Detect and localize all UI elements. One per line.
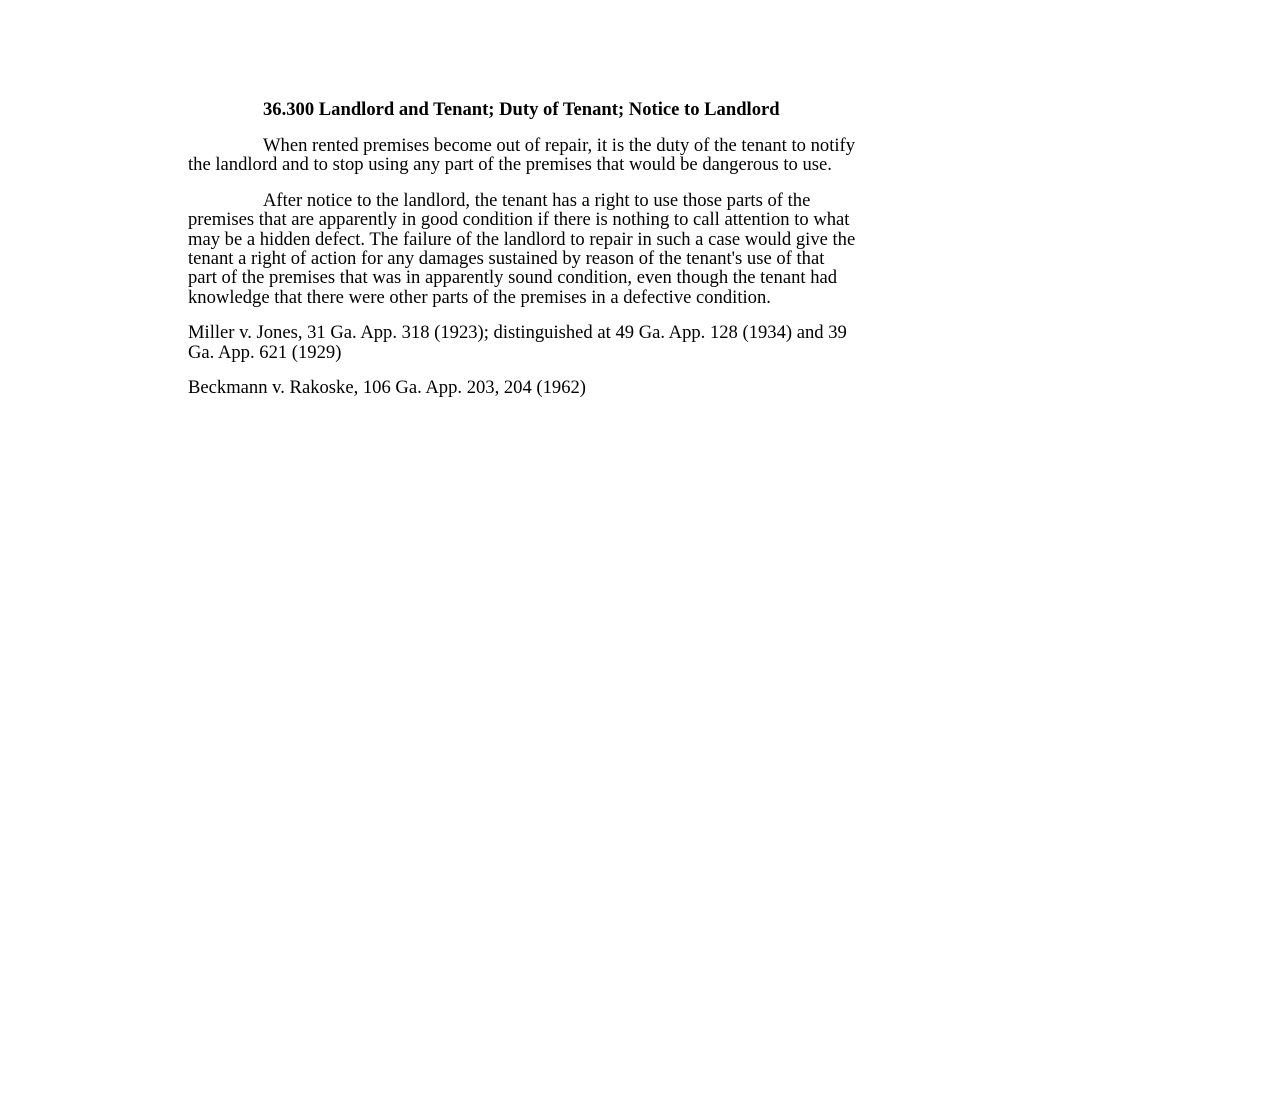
paragraph-line: part of the premises that was in apparently sound condition, even though the tenant had: [188, 267, 838, 289]
citation-line: Ga. App. 621 (1929): [188, 341, 342, 363]
citation-miller-v-jones: [188, 323, 1088, 362]
citation-line: Miller v. Jones, 31 Ga. App. 318 (1923); distinguished at 49 Ga. App. 128 (1934) and 39: [188, 322, 847, 344]
citation-line: Beckmann v. Rakoske, 106 Ga. App. 203, 204 (1962): [188, 377, 586, 399]
document-page: [188, 100, 1088, 413]
paragraph-line: knowledge that there were other parts of the premises in a defective condition.: [188, 286, 771, 308]
citation-beckmann-v-rakoske: [188, 378, 1088, 397]
paragraph-duty-to-notify: [188, 136, 1088, 175]
paragraph-line: premises that are apparently in good condition if there is nothing to call attention to what: [188, 209, 850, 231]
paragraph-line: tenant a right of action for any damages sustained by reason of the tenant's use of that: [188, 248, 825, 270]
paragraph-right-to-use: [188, 191, 1088, 307]
paragraph-line: may be a hidden defect. The failure of the landlord to repair in such a case would give the: [188, 228, 856, 250]
paragraph-line: After notice to the landlord, the tenant has a right to use those parts of the: [263, 189, 811, 211]
paragraph-line: the landlord and to stop using any part of the premises that would be dangerous to use.: [188, 154, 832, 176]
section-heading: 36.300 Landlord and Tenant; Duty of Tenant; Notice to Landlord: [263, 99, 780, 120]
paragraph-line: When rented premises become out of repair, it is the duty of the tenant to notify: [263, 135, 856, 156]
